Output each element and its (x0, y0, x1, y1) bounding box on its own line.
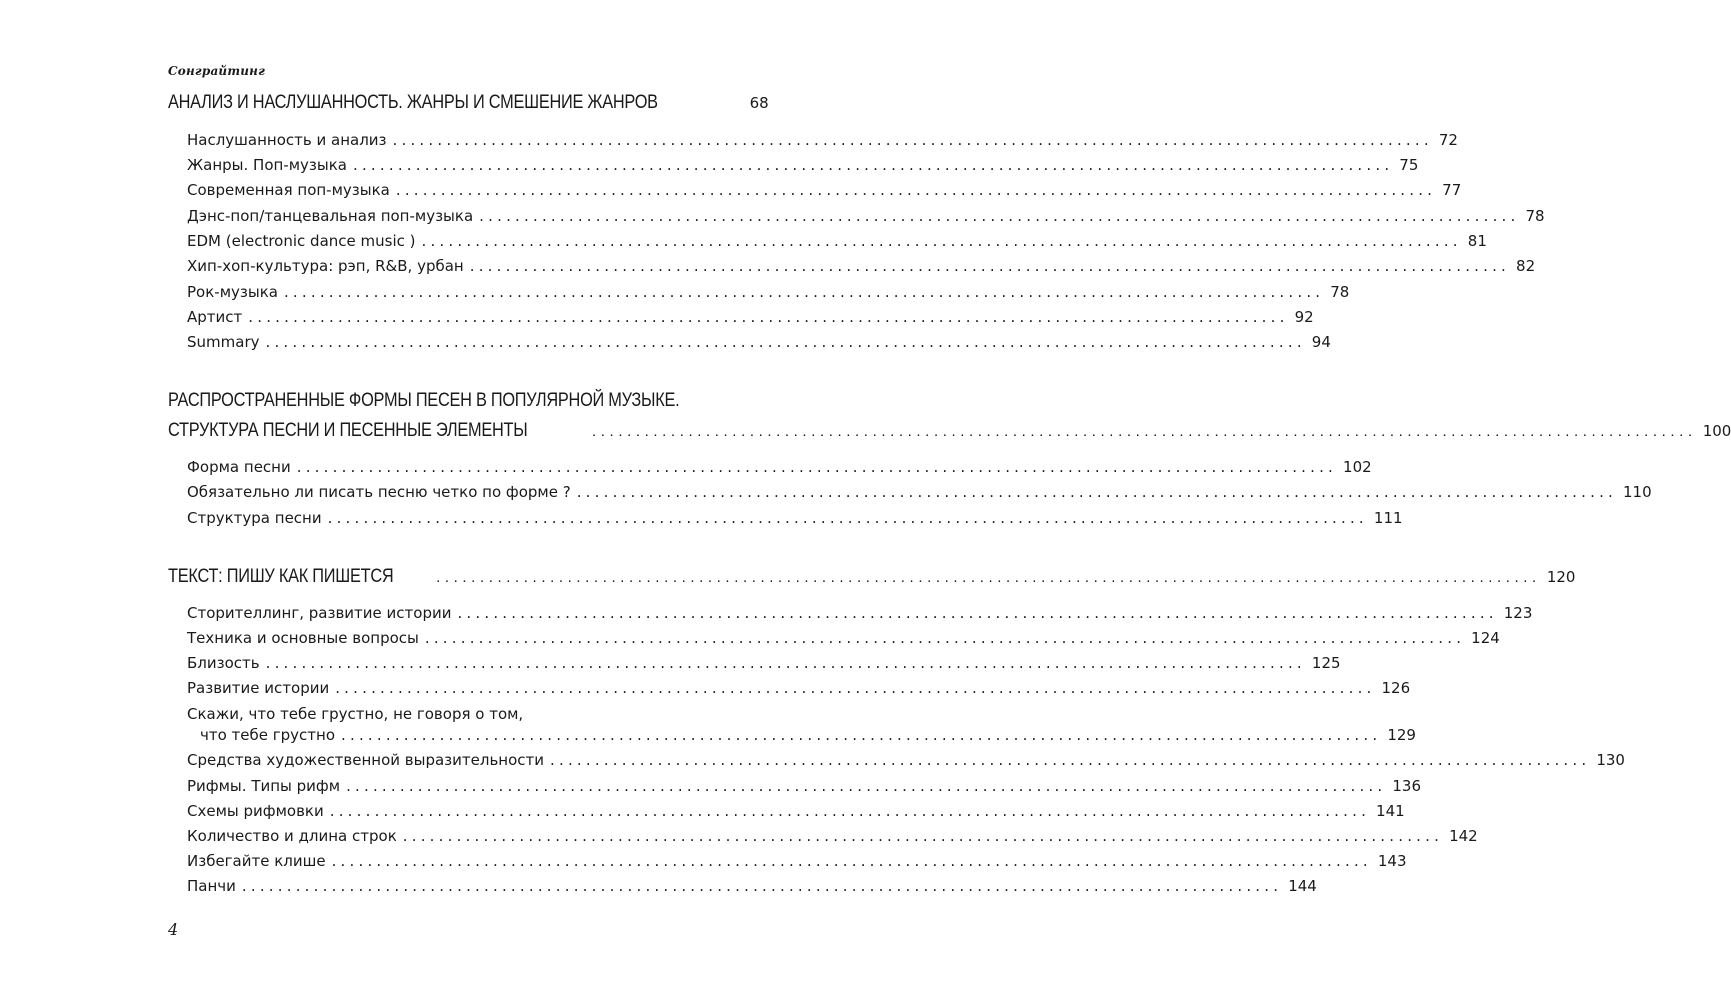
toc-entry-line1[interactable]: Скажи, что тебе грустно, не говоря о том, (187, 705, 524, 723)
toc-entry[interactable]: Жанры. Поп-музыка .................................................................................................................... 75 (187, 156, 1419, 174)
toc-entry[interactable]: Summary .................................................................................................................... 94 (187, 333, 1331, 351)
toc-entry[interactable]: Рок-музыка .................................................................................................................... 78 (187, 283, 1350, 301)
section-title: АНАЛИЗ И НАСЛУШАННОСТЬ. ЖАНРЫ И СМЕШЕНИЕ ЖАНРОВ (168, 92, 658, 113)
toc-entry[interactable]: Сторителлинг, развитие истории .................................................................................................................... 123 (187, 604, 1533, 622)
toc-entry[interactable]: Близость .................................................................................................................... 125 (187, 654, 1341, 672)
toc-entry[interactable]: Панчи .................................................................................................................... 144 (187, 877, 1317, 895)
toc-entry[interactable]: Артист .................................................................................................................... 92 (187, 308, 1314, 326)
toc-entry[interactable]: Избегайте клише .................................................................................................................... 143 (187, 852, 1407, 870)
section-title: СТРУКТУРА ПЕСНИ И ПЕСЕННЫЕ ЭЛЕМЕНТЫ (168, 420, 528, 441)
toc-entry[interactable]: Хип-хоп-культура: рэп, R&B, урбан .................................................................................................................... 82 (187, 257, 1536, 275)
section-title: ТЕКСТ: ПИШУ КАК ПИШЕТСЯ (168, 566, 394, 587)
section-page: 120 (1546, 568, 1576, 586)
running-head: Сонграйтинг (168, 64, 266, 78)
toc-section-heading[interactable]: ТЕКСТ: ПИШУ КАК ПИШЕТСЯ .............................................................................................................................. 120 (168, 566, 1576, 587)
toc-entry[interactable]: Развитие истории .................................................................................................................... 126 (187, 679, 1411, 697)
toc-entry[interactable]: Структура песни .................................................................................................................... 111 (187, 509, 1403, 527)
toc-entry[interactable]: Форма песни .................................................................................................................... 102 (187, 458, 1372, 476)
toc-entry[interactable]: что тебе грустно .................................................................................................................... 129 (200, 726, 1416, 744)
toc-entry[interactable]: Количество и длина строк .................................................................................................................... 142 (187, 827, 1478, 845)
toc-entry[interactable]: Техника и основные вопросы .................................................................................................................... 124 (187, 629, 1500, 647)
toc-entry[interactable]: EDM (electronic dance music ) .................................................................................................................... 81 (187, 232, 1487, 250)
toc-section-heading[interactable] (168, 92, 769, 114)
toc-entry[interactable]: Обязательно ли писать песню четко по форме ? .................................................................................................................... 110 (187, 483, 1652, 501)
toc-entry[interactable]: Современная поп-музыка .................................................................................................................... 77 (187, 181, 1462, 199)
toc-entry[interactable]: Дэнс-поп/танцевальная поп-музыка .................................................................................................................... 78 (187, 207, 1545, 225)
section-title-line1[interactable]: РАСПРОСТРАНЕННЫЕ ФОРМЫ ПЕСЕН В ПОПУЛЯРНОЙ МУЗЫКЕ. (168, 390, 680, 411)
toc-entry[interactable]: Рифмы. Типы рифм .................................................................................................................... 136 (187, 777, 1421, 795)
toc-section-heading[interactable]: СТРУКТУРА ПЕСНИ И ПЕСЕННЫЕ ЭЛЕМЕНТЫ .............................................................................................................................. 100 (168, 420, 1731, 441)
toc-entry[interactable]: Средства художественной выразительности .................................................................................................................... 130 (187, 751, 1625, 769)
section-page: 68 (749, 94, 769, 112)
toc-entry[interactable]: Наслушанность и анализ .................................................................................................................... 72 (187, 131, 1458, 149)
toc-entry[interactable]: Схемы рифмовки .................................................................................................................... 141 (187, 802, 1405, 820)
section-page: 100 (1702, 422, 1731, 440)
page-number: 4 (168, 920, 179, 939)
